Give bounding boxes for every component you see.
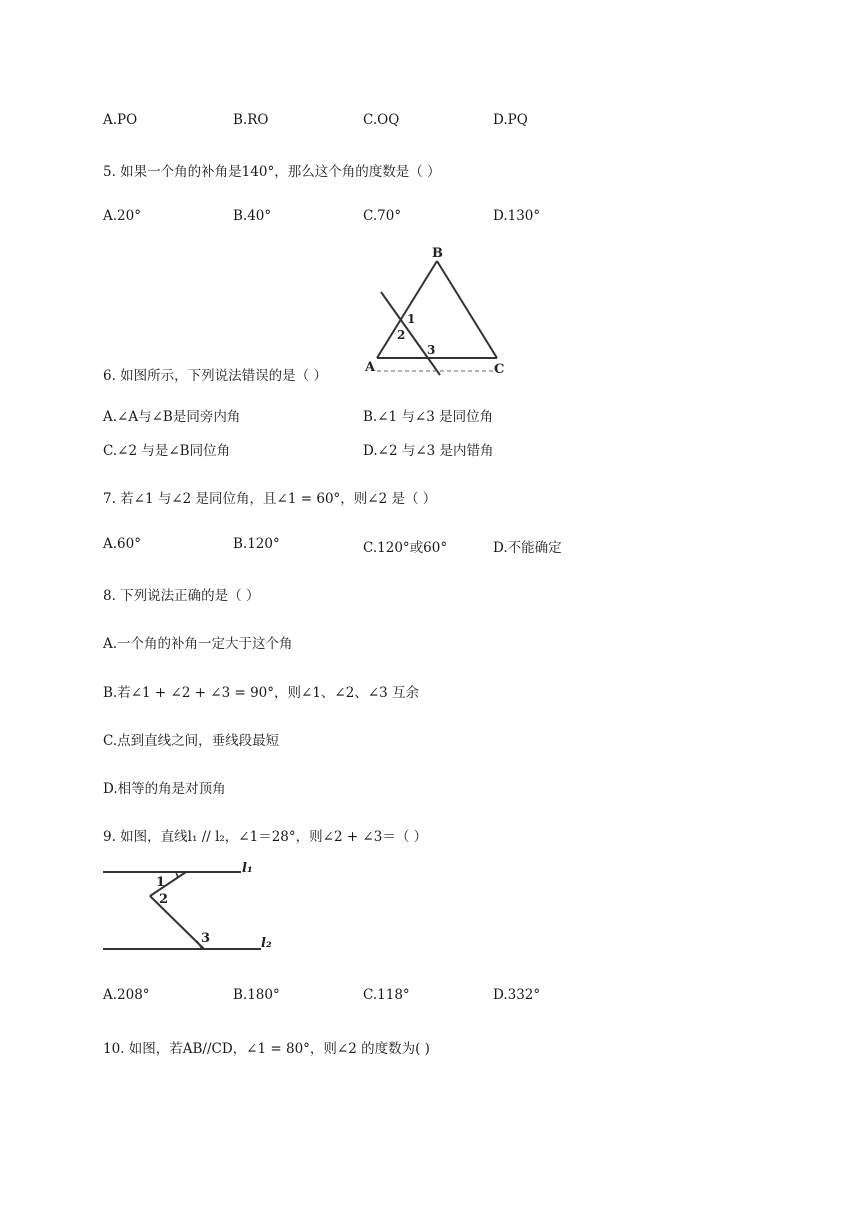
q7-option-c: C.120°或60° xyxy=(363,540,448,556)
q8-option-a: A.一个角的补角一定大于这个角 xyxy=(103,636,293,652)
q6-label-1: 1 xyxy=(407,312,416,326)
q6-label-3: 3 xyxy=(427,343,436,357)
q5-option-a: A.20° xyxy=(103,208,141,224)
q6-triangle-figure xyxy=(360,242,520,378)
q9-option-b: B.180° xyxy=(233,987,280,1003)
q8-option-b: B.若∠1 + ∠2 + ∠3 = 90°，则∠1、∠2、∠3 互余 xyxy=(103,685,420,701)
q9-stem: 9. 如图，直线l₁ // l₂，∠1＝28°，则∠2 + ∠3＝（ ） xyxy=(103,829,428,845)
q5-option-c: C.70° xyxy=(363,208,402,224)
q6-label-a: A xyxy=(365,360,376,375)
q6-label-b: B xyxy=(432,246,443,261)
q9-label-1: 1 xyxy=(156,875,166,890)
q8-stem: 8. 下列说法正确的是（ ） xyxy=(103,588,260,604)
q8-option-c: C.点到直线之间，垂线段最短 xyxy=(103,733,280,749)
q7-option-a: A.60° xyxy=(103,536,141,552)
q7-stem: 7. 若∠1 与∠2 是同位角，且∠1 = 60°，则∠2 是（ ） xyxy=(103,491,437,507)
q6-option-a: A.∠A与∠B是同旁内角 xyxy=(103,409,241,425)
q7-option-d: D.不能确定 xyxy=(493,540,562,556)
q6-label-2: 2 xyxy=(397,328,406,342)
q8-option-d: D.相等的角是对顶角 xyxy=(103,781,226,797)
q5-stem: 5. 如果一个角的补角是140°，那么这个角的度数是（ ） xyxy=(103,164,441,180)
q9-label-l2: l₂ xyxy=(261,936,272,951)
q6-option-d: D.∠2 与∠3 是内错角 xyxy=(363,443,494,459)
q4-option-a: A.PO xyxy=(103,112,138,128)
q6-label-c: C xyxy=(494,362,505,377)
q5-option-b: B.40° xyxy=(233,208,272,224)
q7-option-b: B.120° xyxy=(233,536,280,552)
q4-option-b: B.RO xyxy=(233,112,269,128)
q10-stem: 10. 如图，若AB//CD，∠1 = 80°，则∠2 的度数为( ) xyxy=(103,1041,430,1057)
q4-option-d: D.PQ xyxy=(493,112,528,128)
q9-option-d: D.332° xyxy=(493,987,541,1003)
q9-label-l1: l₁ xyxy=(242,861,253,876)
q6-option-c: C.∠2 与是∠B同位角 xyxy=(103,443,231,459)
q6-option-b: B.∠1 与∠3 是同位角 xyxy=(363,409,494,425)
q5-option-d: D.130° xyxy=(493,208,541,224)
q6-stem: 6. 如图所示，下列说法错误的是（ ） xyxy=(103,368,327,384)
q9-option-a: A.208° xyxy=(103,987,150,1003)
q9-label-2: 2 xyxy=(159,892,169,907)
q9-parallel-lines-figure xyxy=(98,852,288,960)
q9-label-3: 3 xyxy=(201,931,211,946)
q4-option-c: C.OQ xyxy=(363,112,400,128)
q9-option-c: C.118° xyxy=(363,987,410,1003)
